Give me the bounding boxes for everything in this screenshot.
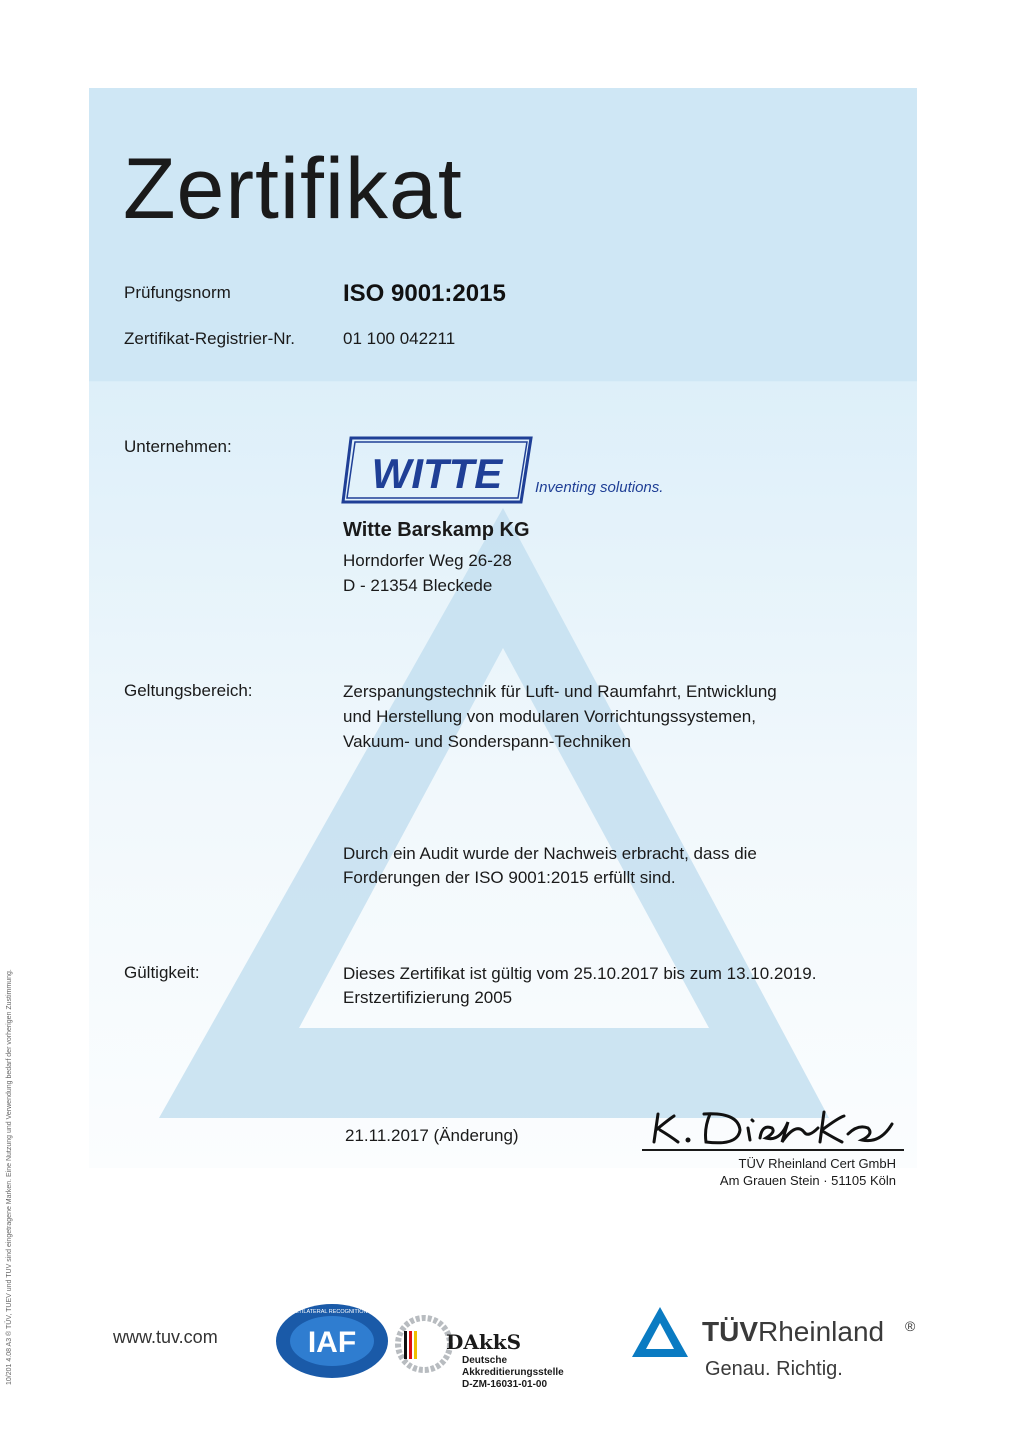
page-title: Zertifikat [123, 141, 463, 237]
signature [648, 1102, 898, 1152]
norm-label: Prüfungsnorm [124, 283, 231, 302]
registered-mark: ® [905, 1318, 916, 1334]
tuv-brand [702, 1316, 884, 1348]
website-link[interactable]: www.tuv.com [113, 1327, 218, 1347]
company-city: D - 21354 Bleckede [343, 576, 493, 595]
tuv-triangle-icon [630, 1305, 690, 1359]
issuer-name: TÜV Rheinland Cert GmbH [738, 1156, 896, 1171]
norm-value: ISO 9001:2015 [343, 280, 506, 307]
company-name: Witte Barskamp KG [343, 519, 530, 541]
company-label: Unternehmen: [124, 437, 232, 456]
svg-text:Inventing solutions.: Inventing solutions. [535, 479, 664, 496]
scope-label: Geltungsbereich: [124, 681, 253, 700]
issue-date: 21.11.2017 (Änderung) [345, 1126, 519, 1145]
signature-line [642, 1149, 904, 1151]
scope-line: Vakuum- und Sonderspann-Techniken [343, 732, 631, 751]
scope-line: und Herstellung von modularen Vorrichtungssystemen, [343, 707, 756, 726]
svg-text:MEMBER OF MULTILATERAL RECOGNI: MEMBER OF MULTILATERAL RECOGNITION ARRANGEMENT [252, 1309, 412, 1315]
dakks-line: Akkreditierungsstelle [462, 1367, 564, 1378]
margin-note: 10/201 4.08 A3 ® TÜV, TUEV und TUV sind eingetragene Marken. Eine Nutzung und Verwendung bedarf der vorherigen Zustimmung. [6, 969, 13, 1385]
audit-line: Durch ein Audit wurde der Nachweis erbracht, dass die [343, 844, 757, 863]
first-certification: Erstzertifizierung 2005 [343, 988, 513, 1007]
tuv-brand-bold: TÜV [702, 1316, 758, 1347]
svg-text:IAF: IAF [307, 1326, 357, 1359]
tuv-brand-rest: Rheinland [758, 1316, 885, 1347]
witte-logo [341, 434, 681, 508]
dakks-line: D-ZM-16031-01-00 [462, 1379, 548, 1390]
registry-label: Zertifikat-Registrier-Nr. [124, 329, 295, 348]
issuer-address: Am Grauen Stein · 51105 Köln [719, 1173, 896, 1188]
dakks-name: DAkkS [446, 1330, 522, 1354]
scope-line: Zerspanungstechnik für Luft- und Raumfahrt, Entwicklung [343, 682, 777, 701]
svg-text:WITTE: WITTE [371, 450, 503, 497]
registry-value: 01 100 042211 [343, 329, 456, 348]
tuv-slogan: Genau. Richtig. [705, 1358, 843, 1380]
dakks-line: Deutsche [462, 1355, 508, 1366]
company-street: Horndorfer Weg 26-28 [343, 551, 512, 570]
validity-period: Dieses Zertifikat ist gültig vom 25.10.2017 bis zum 13.10.2019. [343, 964, 817, 983]
audit-line: Forderungen der ISO 9001:2015 erfüllt sind. [343, 868, 676, 887]
validity-label: Gültigkeit: [124, 963, 200, 982]
iaf-logo [252, 1301, 412, 1381]
